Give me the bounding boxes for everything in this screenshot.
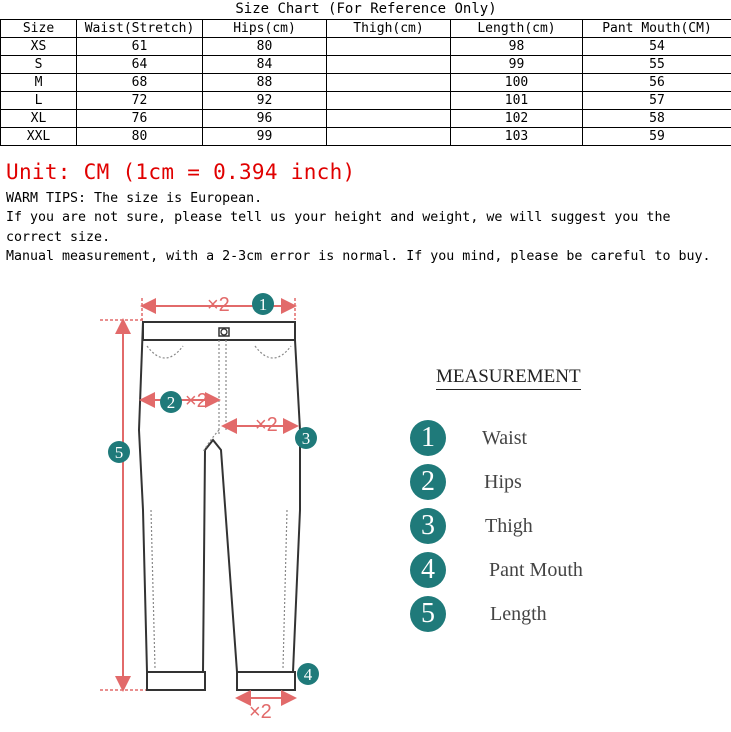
legend-item-waist [410, 418, 446, 458]
hips-number-icon: 2 [410, 464, 446, 500]
table-cell: 55 [583, 56, 731, 74]
table-row [1, 92, 731, 110]
thigh-times-two: ×2 [255, 414, 278, 436]
table-cell: 84 [203, 56, 327, 74]
pants-illustration [95, 280, 395, 728]
header-length: Length(cm) [451, 20, 583, 38]
table-cell: 72 [77, 92, 203, 110]
table-cell: XXL [1, 128, 77, 146]
hips-times-two: ×2 [185, 390, 208, 412]
table-cell [327, 56, 451, 74]
legend-item-hips [410, 462, 446, 502]
table-cell: 99 [203, 128, 327, 146]
header-size: Size [1, 20, 77, 38]
thigh-number-icon: 3 [410, 508, 446, 544]
table-cell: 101 [451, 92, 583, 110]
table-cell: 80 [77, 128, 203, 146]
table-cell: 92 [203, 92, 327, 110]
table-cell: 58 [583, 110, 731, 128]
pant-mouth-number-icon: 4 [410, 552, 446, 588]
header-waist: Waist(Stretch) [77, 20, 203, 38]
waist-times-two: ×2 [207, 294, 230, 316]
table-cell: 80 [203, 38, 327, 56]
marker-5-label: 5 [115, 443, 124, 462]
tip-line: If you are not sure, please tell us your height and weight, we will suggest you the correct size. [6, 208, 728, 247]
table-cell: 56 [583, 74, 731, 92]
marker-4-label: 4 [304, 665, 313, 684]
legend-label: Hips [484, 471, 522, 494]
warm-tips [6, 189, 728, 267]
legend-item-pant-mouth [410, 550, 446, 590]
table-cell: 57 [583, 92, 731, 110]
table-cell: S [1, 56, 77, 74]
legend-label: Thigh [485, 515, 533, 538]
table-cell: L [1, 92, 77, 110]
marker-1-label: 1 [259, 295, 268, 314]
table-cell [327, 110, 451, 128]
table-cell: 54 [583, 38, 731, 56]
table-cell: 61 [77, 38, 203, 56]
table-row [1, 56, 731, 74]
table-cell [327, 92, 451, 110]
table-cell [327, 74, 451, 92]
table-cell: 102 [451, 110, 583, 128]
header-thigh: Thigh(cm) [327, 20, 451, 38]
table-cell: XL [1, 110, 77, 128]
table-cell [327, 128, 451, 146]
header-hips: Hips(cm) [203, 20, 327, 38]
table-cell [327, 38, 451, 56]
table-header-row [1, 20, 731, 38]
marker-3-label: 3 [302, 429, 311, 448]
tip-line: Manual measurement, with a 2-3cm error is normal. If you mind, please be careful to buy. [6, 247, 728, 266]
table-row [1, 110, 731, 128]
header-pant-mouth: Pant Mouth(CM) [583, 20, 731, 38]
waist-number-icon: 1 [410, 420, 446, 456]
pant-mouth-times-two: ×2 [249, 701, 272, 723]
legend-title: MEASUREMENT [436, 366, 581, 390]
legend-label: Waist [482, 427, 527, 450]
length-number-icon: 5 [410, 596, 446, 632]
legend-label: Pant Mouth [489, 559, 583, 582]
table-cell: XS [1, 38, 77, 56]
table-cell: 68 [77, 74, 203, 92]
table-cell: 59 [583, 128, 731, 146]
table-cell: M [1, 74, 77, 92]
tip-line: WARM TIPS: The size is European. [6, 189, 728, 208]
size-chart-table [0, 0, 731, 146]
table-row [1, 74, 731, 92]
table-row [1, 128, 731, 146]
table-cell: 103 [451, 128, 583, 146]
table-cell: 96 [203, 110, 327, 128]
table-cell: 76 [77, 110, 203, 128]
table-cell: 88 [203, 74, 327, 92]
table-cell: 98 [451, 38, 583, 56]
legend-item-thigh [410, 506, 446, 546]
unit-note: Unit: CM (1cm = 0.394 inch) [6, 160, 355, 184]
table-cell: 99 [451, 56, 583, 74]
table-row [1, 38, 731, 56]
legend-item-length [410, 594, 446, 634]
table-cell: 64 [77, 56, 203, 74]
table-caption: Size Chart (For Reference Only) [0, 0, 731, 19]
legend-label: Length [490, 603, 547, 626]
pants-diagram [95, 280, 395, 728]
table-cell: 100 [451, 74, 583, 92]
marker-2-label: 2 [167, 393, 176, 412]
measurement-legend [400, 360, 700, 640]
